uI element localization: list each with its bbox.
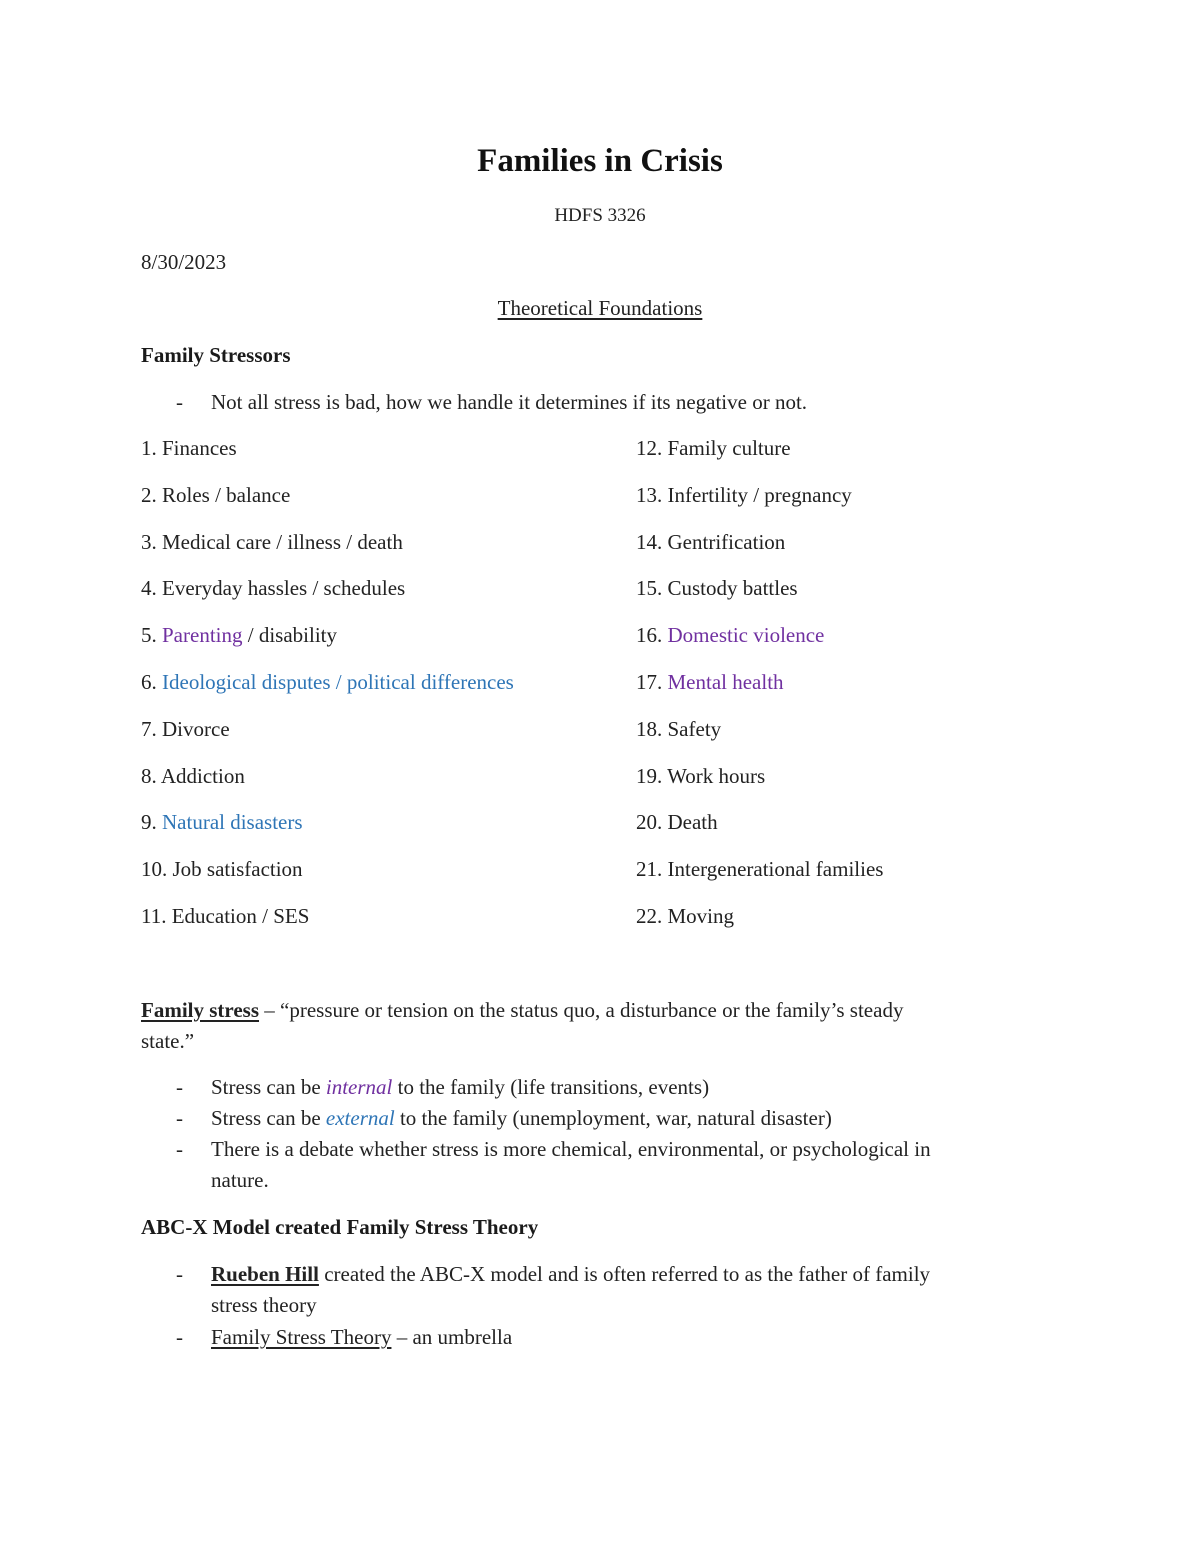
- stressor-number: 4.: [141, 576, 162, 600]
- stressor-label: Intergenerational families: [667, 857, 884, 881]
- stressor-label-extra: / disability: [242, 623, 337, 647]
- stressor-item: [141, 623, 337, 648]
- stressor-label: Natural disasters: [162, 810, 303, 834]
- document-title: Families in Crisis: [477, 143, 723, 179]
- stressor-label: Finances: [162, 436, 237, 460]
- family-stress-term: Family stress: [141, 998, 260, 1022]
- bullet-text: to the family (unemployment, war, natural disaster): [394, 1106, 832, 1130]
- stressor-number: 13.: [636, 483, 668, 507]
- stressor-item: [636, 717, 721, 742]
- stressor-label: Mental health: [667, 670, 784, 694]
- stressor-item: [141, 904, 309, 929]
- stressor-label: Roles / balance: [162, 483, 291, 507]
- stressor-label: Domestic violence: [667, 623, 825, 647]
- family-stress-definition: [141, 998, 903, 1023]
- bullet-dash: -: [176, 1106, 183, 1130]
- bullet-dash: -: [176, 390, 183, 414]
- stressor-label: Addiction: [160, 764, 245, 788]
- stressor-item: [636, 764, 765, 789]
- stressor-number: 11.: [141, 904, 172, 928]
- stressor-number: 21.: [636, 857, 668, 881]
- stressor-number: 20.: [636, 810, 668, 834]
- stressor-item: [141, 764, 245, 789]
- bullet-text: Stress can be: [211, 1106, 326, 1130]
- bullet-text: Stress can be: [211, 1075, 326, 1099]
- stressor-item: [141, 530, 403, 555]
- stressor-label: Everyday hassles / schedules: [162, 576, 406, 600]
- stressor-number: 2.: [141, 483, 162, 507]
- stressor-number: 19.: [636, 764, 668, 788]
- bullet-dash: -: [176, 1262, 183, 1286]
- bullet-dash: -: [176, 1137, 183, 1161]
- bullet-text-continued: stress theory: [211, 1293, 317, 1317]
- stressor-number: 12.: [636, 436, 668, 460]
- bullet-dash: -: [176, 1325, 183, 1349]
- course-code: HDFS 3326: [554, 205, 646, 226]
- stressor-item: [636, 436, 791, 461]
- stressor-number: 16.: [636, 623, 668, 647]
- stressor-item: [636, 810, 718, 835]
- stressor-label: Moving: [667, 904, 735, 928]
- stressor-item: [141, 436, 237, 461]
- stressor-number: 3.: [141, 530, 162, 554]
- stressor-label: Education / SES: [171, 904, 310, 928]
- stressor-number: 7.: [141, 717, 162, 741]
- stressor-label: Parenting: [162, 623, 243, 647]
- stressor-item: [636, 576, 798, 601]
- stressor-number: 10.: [141, 857, 173, 881]
- stressor-label: Work hours: [667, 764, 766, 788]
- section-title: [0, 296, 1200, 321]
- stressor-number: 5.: [141, 623, 162, 647]
- stressor-item: [141, 717, 230, 742]
- stressor-item: [141, 810, 303, 835]
- internal-term: internal: [325, 1075, 393, 1099]
- family-stress-theory-term: Family Stress Theory: [211, 1325, 392, 1349]
- stressor-number: 15.: [636, 576, 668, 600]
- bullet-dash: -: [176, 1075, 183, 1099]
- stressor-label: Ideological disputes / political differences: [162, 670, 514, 694]
- stressor-label: Death: [667, 810, 718, 834]
- bullet-text: – an umbrella: [391, 1325, 513, 1349]
- stressor-item: [141, 670, 514, 695]
- stressor-label: Medical care / illness / death: [162, 530, 403, 554]
- stressors-note-text: Not all stress is bad, how we handle it determines if its negative or not.: [211, 390, 808, 414]
- stressor-number: 1.: [141, 436, 162, 460]
- stressor-number: 9.: [141, 810, 162, 834]
- bullet-text-continued: nature.: [211, 1168, 269, 1192]
- stressor-item: [636, 670, 784, 695]
- stressor-number: 17.: [636, 670, 668, 694]
- stressor-label: Infertility / pregnancy: [667, 483, 852, 507]
- stressor-item: [636, 857, 883, 882]
- abcx-heading: ABC-X Model created Family Stress Theory: [141, 1215, 539, 1239]
- family-stress-definition-line1: – “pressure or tension on the status quo, a disturbance or the family’s steady: [259, 998, 904, 1022]
- external-term: external: [325, 1106, 395, 1130]
- stressor-label: Job satisfaction: [172, 857, 303, 881]
- stressor-label: Family culture: [667, 436, 791, 460]
- stressor-item: [141, 857, 303, 882]
- stressor-label: Gentrification: [667, 530, 786, 554]
- stressors-heading: Family Stressors: [141, 343, 291, 367]
- stressor-number: 8.: [141, 764, 161, 788]
- stressor-item: [141, 483, 290, 508]
- stressor-number: 18.: [636, 717, 668, 741]
- stressor-label: Custody battles: [667, 576, 798, 600]
- stressor-number: 22.: [636, 904, 668, 928]
- stressor-number: 14.: [636, 530, 668, 554]
- bullet-text: created the ABC-X model and is often referred to as the father of family: [318, 1262, 931, 1286]
- rueben-hill-name: Rueben Hill: [211, 1262, 319, 1286]
- stressor-item: [636, 904, 734, 929]
- stressor-item: [636, 623, 824, 648]
- stressor-item: [636, 483, 852, 508]
- stressor-label: Safety: [667, 717, 722, 741]
- lecture-date: 8/30/2023: [141, 250, 227, 274]
- stressor-number: 6.: [141, 670, 162, 694]
- stressor-item: [636, 530, 785, 555]
- family-stress-definition-line2: state.”: [141, 1029, 195, 1053]
- stressor-item: [141, 576, 405, 601]
- bullet-text: There is a debate whether stress is more chemical, environmental, or psychological in: [211, 1137, 931, 1161]
- stressor-label: Divorce: [162, 717, 230, 741]
- section-title-text: Theoretical Foundations: [497, 296, 703, 320]
- bullet-text: to the family (life transitions, events): [392, 1075, 710, 1099]
